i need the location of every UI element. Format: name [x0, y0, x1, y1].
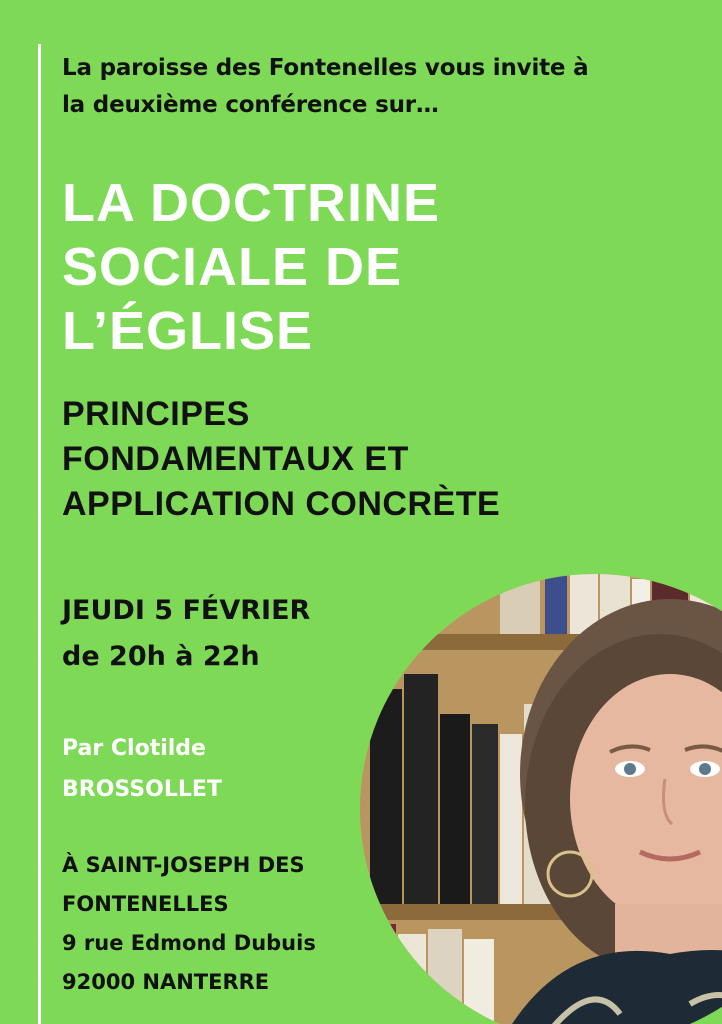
- speaker-photo-illustration: [360, 574, 722, 1024]
- intro-line-2: la deuxième conférence sur…: [62, 92, 439, 118]
- intro-text: [62, 50, 662, 124]
- venue-info: [62, 846, 372, 1002]
- subtitle-line-3: APPLICATION CONCRÈTE: [62, 485, 501, 523]
- subtitle-line-2: FONDAMENTAUX ET: [62, 440, 409, 478]
- speaker-line-1: Par Clotilde: [62, 736, 206, 761]
- speaker-info: [62, 728, 362, 810]
- event-time: de 20h à 22h: [62, 641, 260, 672]
- event-date: JEUDI 5 FÉVRIER: [62, 595, 311, 626]
- title-line-3: L’ÉGLISE: [62, 301, 314, 361]
- venue-street: 9 rue Edmond Dubuis: [62, 931, 316, 955]
- venue-line-2: FONTENELLES: [62, 892, 229, 916]
- subtitle-line-1: PRINCIPES: [62, 395, 250, 433]
- speaker-name: BROSSOLLET: [62, 777, 222, 802]
- speaker-photo: [360, 574, 722, 1024]
- title-line-1: LA DOCTRINE: [62, 173, 440, 233]
- vertical-divider-line: [38, 44, 41, 1024]
- title-line-2: SOCIALE DE: [62, 237, 403, 297]
- venue-line-1: À SAINT-JOSEPH DES: [62, 853, 305, 877]
- conference-subtitle: [62, 392, 702, 527]
- venue-city: 92000 NANTERRE: [62, 970, 270, 994]
- intro-line-1: La paroisse des Fontenelles vous invite à: [62, 55, 589, 81]
- conference-title: [62, 171, 702, 363]
